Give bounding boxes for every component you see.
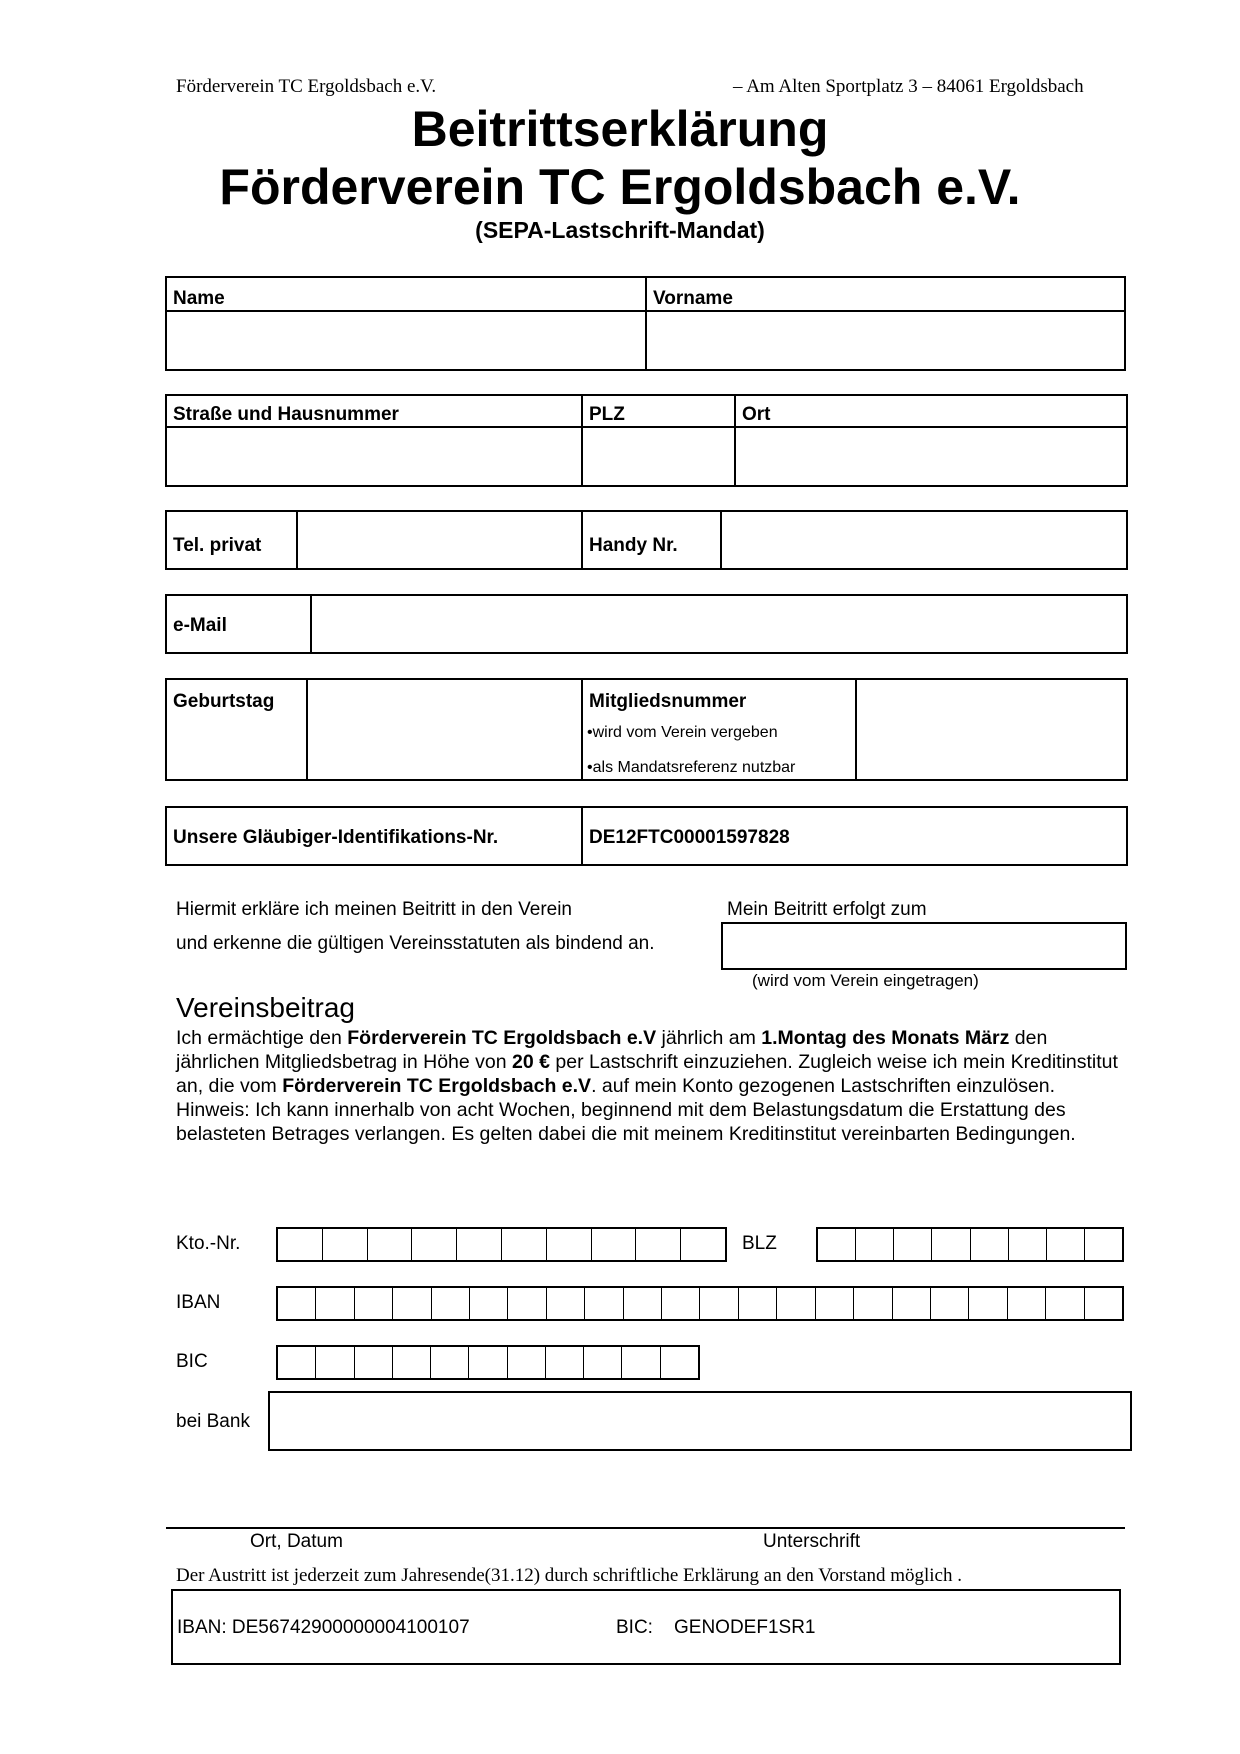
char-cell[interactable] <box>507 1288 545 1319</box>
char-cell[interactable] <box>968 1288 1006 1319</box>
char-cell[interactable] <box>930 1288 968 1319</box>
char-cell[interactable] <box>855 1229 893 1260</box>
char-cell[interactable] <box>354 1347 392 1378</box>
char-cell[interactable] <box>738 1288 776 1319</box>
char-cell[interactable] <box>680 1229 725 1260</box>
char-cell[interactable] <box>546 1288 584 1319</box>
header-club-name: Förderverein TC Ergoldsbach e.V. <box>176 76 437 97</box>
unterschrift-label: Unterschrift <box>763 1531 861 1552</box>
address-box <box>165 394 1128 487</box>
handy-field[interactable] <box>722 512 1126 568</box>
char-cell[interactable] <box>354 1288 392 1319</box>
name-label: Name <box>173 288 225 309</box>
mitgliedsnummer-field[interactable] <box>857 680 1126 779</box>
ort-label: Ort <box>742 404 771 425</box>
beitrag-heading: Vereinsbeitrag <box>176 992 356 1023</box>
page-subtitle-sepa: (SEPA-Lastschrift-Mandat) <box>475 217 765 243</box>
beitrag-paragraph: Ich ermächtige den Förderverein TC Ergoldsbach e.V jährlich am 1.Montag des Monats März den jährlichen Mitgliedsbetrag in Höhe von 20 € per Lastschrift einzuziehen. Zugleich weise ich mein Kreditinstitut an, die vom Förderverein TC Ergoldsbach e.V. auf mein Konto gezogenen Lastschriften einzulösen. Hinweis: Ich kann innerhalb von acht Wochen, beginnend mit dem Belastungsdatum die Erstattung des belasteten Betrages verlangen. Es gelten dabei die mit meinem Kreditinstitut vereinbarten Bedingungen. <box>176 1027 1118 1145</box>
char-cell[interactable] <box>430 1347 468 1378</box>
bic-label: BIC <box>176 1351 208 1372</box>
char-cell[interactable] <box>1045 1288 1083 1319</box>
char-cell[interactable] <box>411 1229 456 1260</box>
email-label: e-Mail <box>173 615 227 636</box>
kto-label: Kto.-Nr. <box>176 1233 241 1254</box>
char-cell[interactable] <box>1046 1229 1084 1260</box>
char-cell[interactable] <box>501 1229 546 1260</box>
char-cell[interactable] <box>623 1288 661 1319</box>
mitglied-note-1: •wird vom Verein vergeben <box>587 724 778 741</box>
char-cell[interactable] <box>278 1347 315 1378</box>
char-cell[interactable] <box>545 1347 583 1378</box>
char-cell[interactable] <box>468 1347 506 1378</box>
ort-field[interactable] <box>736 428 1126 485</box>
char-cell[interactable] <box>893 1229 931 1260</box>
declaration-line-1: Hiermit erkläre ich meinen Beitritt in den Verein <box>176 899 573 920</box>
char-cell[interactable] <box>591 1229 636 1260</box>
char-cell[interactable] <box>621 1347 659 1378</box>
char-cell[interactable] <box>431 1288 469 1319</box>
plz-label: PLZ <box>589 404 625 425</box>
vorname-label: Vorname <box>653 288 733 309</box>
char-cell[interactable] <box>699 1288 737 1319</box>
iban-input[interactable] <box>276 1286 1124 1321</box>
austritt-note: Der Austritt ist jederzeit zum Jahresende(31.12) durch schriftliche Erklärung an den Vorstand möglich . <box>176 1565 962 1586</box>
geburtstag-field[interactable] <box>308 680 581 779</box>
char-cell[interactable] <box>1084 1288 1122 1319</box>
char-cell[interactable] <box>660 1347 698 1378</box>
tel-field[interactable] <box>298 512 581 568</box>
char-cell[interactable] <box>970 1229 1008 1260</box>
char-cell[interactable] <box>278 1229 322 1260</box>
bank-name-field[interactable] <box>268 1391 1132 1451</box>
tel-label: Tel. privat <box>173 535 262 556</box>
char-cell[interactable] <box>456 1229 501 1260</box>
char-cell[interactable] <box>818 1229 855 1260</box>
declaration-line-2: und erkenne die gültigen Vereinsstatuten als bindend an. <box>176 933 655 954</box>
footer-bic-value: GENODEF1SR1 <box>674 1617 816 1638</box>
char-cell[interactable] <box>315 1288 353 1319</box>
char-cell[interactable] <box>661 1288 699 1319</box>
name-box <box>165 276 1126 371</box>
strasse-field[interactable] <box>167 428 581 485</box>
char-cell[interactable] <box>315 1347 353 1378</box>
char-cell[interactable] <box>853 1288 891 1319</box>
char-cell[interactable] <box>892 1288 930 1319</box>
char-cell[interactable] <box>322 1229 367 1260</box>
char-cell[interactable] <box>507 1347 545 1378</box>
header-address: – Am Alten Sportplatz 3 – 84061 Ergoldsbach <box>733 76 1084 97</box>
geburtstag-label: Geburtstag <box>173 691 275 712</box>
char-cell[interactable] <box>584 1288 622 1319</box>
char-cell[interactable] <box>278 1288 315 1319</box>
strasse-label: Straße und Hausnummer <box>173 404 399 425</box>
iban-label: IBAN <box>176 1292 221 1313</box>
footer-bic-label: BIC: <box>616 1617 653 1638</box>
char-cell[interactable] <box>1008 1229 1046 1260</box>
char-cell[interactable] <box>583 1347 621 1378</box>
plz-field[interactable] <box>583 428 734 485</box>
birthday-box <box>165 678 1128 781</box>
footer-iban: IBAN: DE56742900000004100107 <box>177 1617 470 1638</box>
mitgliedsnummer-label: Mitgliedsnummer <box>589 691 747 712</box>
char-cell[interactable] <box>469 1288 507 1319</box>
page-subtitle: Förderverein TC Ergoldsbach e.V. <box>219 159 1021 215</box>
char-cell[interactable] <box>367 1229 412 1260</box>
phone-box <box>165 510 1128 570</box>
creditor-id-label: Unsere Gläubiger-Identifikations-Nr. <box>173 827 499 848</box>
email-box <box>165 594 1128 654</box>
page-title: Beitrittserklärung <box>411 101 829 157</box>
bic-input[interactable] <box>276 1345 700 1380</box>
char-cell[interactable] <box>776 1288 814 1319</box>
char-cell[interactable] <box>635 1229 680 1260</box>
kto-input[interactable] <box>276 1227 727 1262</box>
blz-label: BLZ <box>742 1233 777 1254</box>
beitritt-date-field[interactable] <box>721 922 1127 970</box>
char-cell[interactable] <box>392 1288 430 1319</box>
char-cell[interactable] <box>392 1347 430 1378</box>
char-cell[interactable] <box>546 1229 591 1260</box>
beitritt-note: (wird vom Verein eingetragen) <box>752 971 979 990</box>
creditor-id-value: DE12FTC00001597828 <box>589 827 790 848</box>
char-cell[interactable] <box>1007 1288 1045 1319</box>
email-field[interactable] <box>312 596 1126 652</box>
mitglied-note-2: •als Mandatsreferenz nutzbar <box>587 759 796 776</box>
vorname-field[interactable] <box>647 312 1124 369</box>
blz-input[interactable] <box>816 1227 1124 1262</box>
creditor-id-box <box>165 806 1128 866</box>
name-field[interactable] <box>167 312 645 369</box>
char-cell[interactable] <box>1084 1229 1122 1260</box>
handy-label: Handy Nr. <box>589 535 678 556</box>
signature-line <box>166 1527 1125 1529</box>
bank-label: bei Bank <box>176 1411 250 1432</box>
ort-datum-label: Ort, Datum <box>250 1531 343 1552</box>
char-cell[interactable] <box>931 1229 969 1260</box>
footer-bank-box <box>171 1589 1121 1665</box>
beitritt-label: Mein Beitritt erfolgt zum <box>727 899 927 920</box>
char-cell[interactable] <box>815 1288 853 1319</box>
